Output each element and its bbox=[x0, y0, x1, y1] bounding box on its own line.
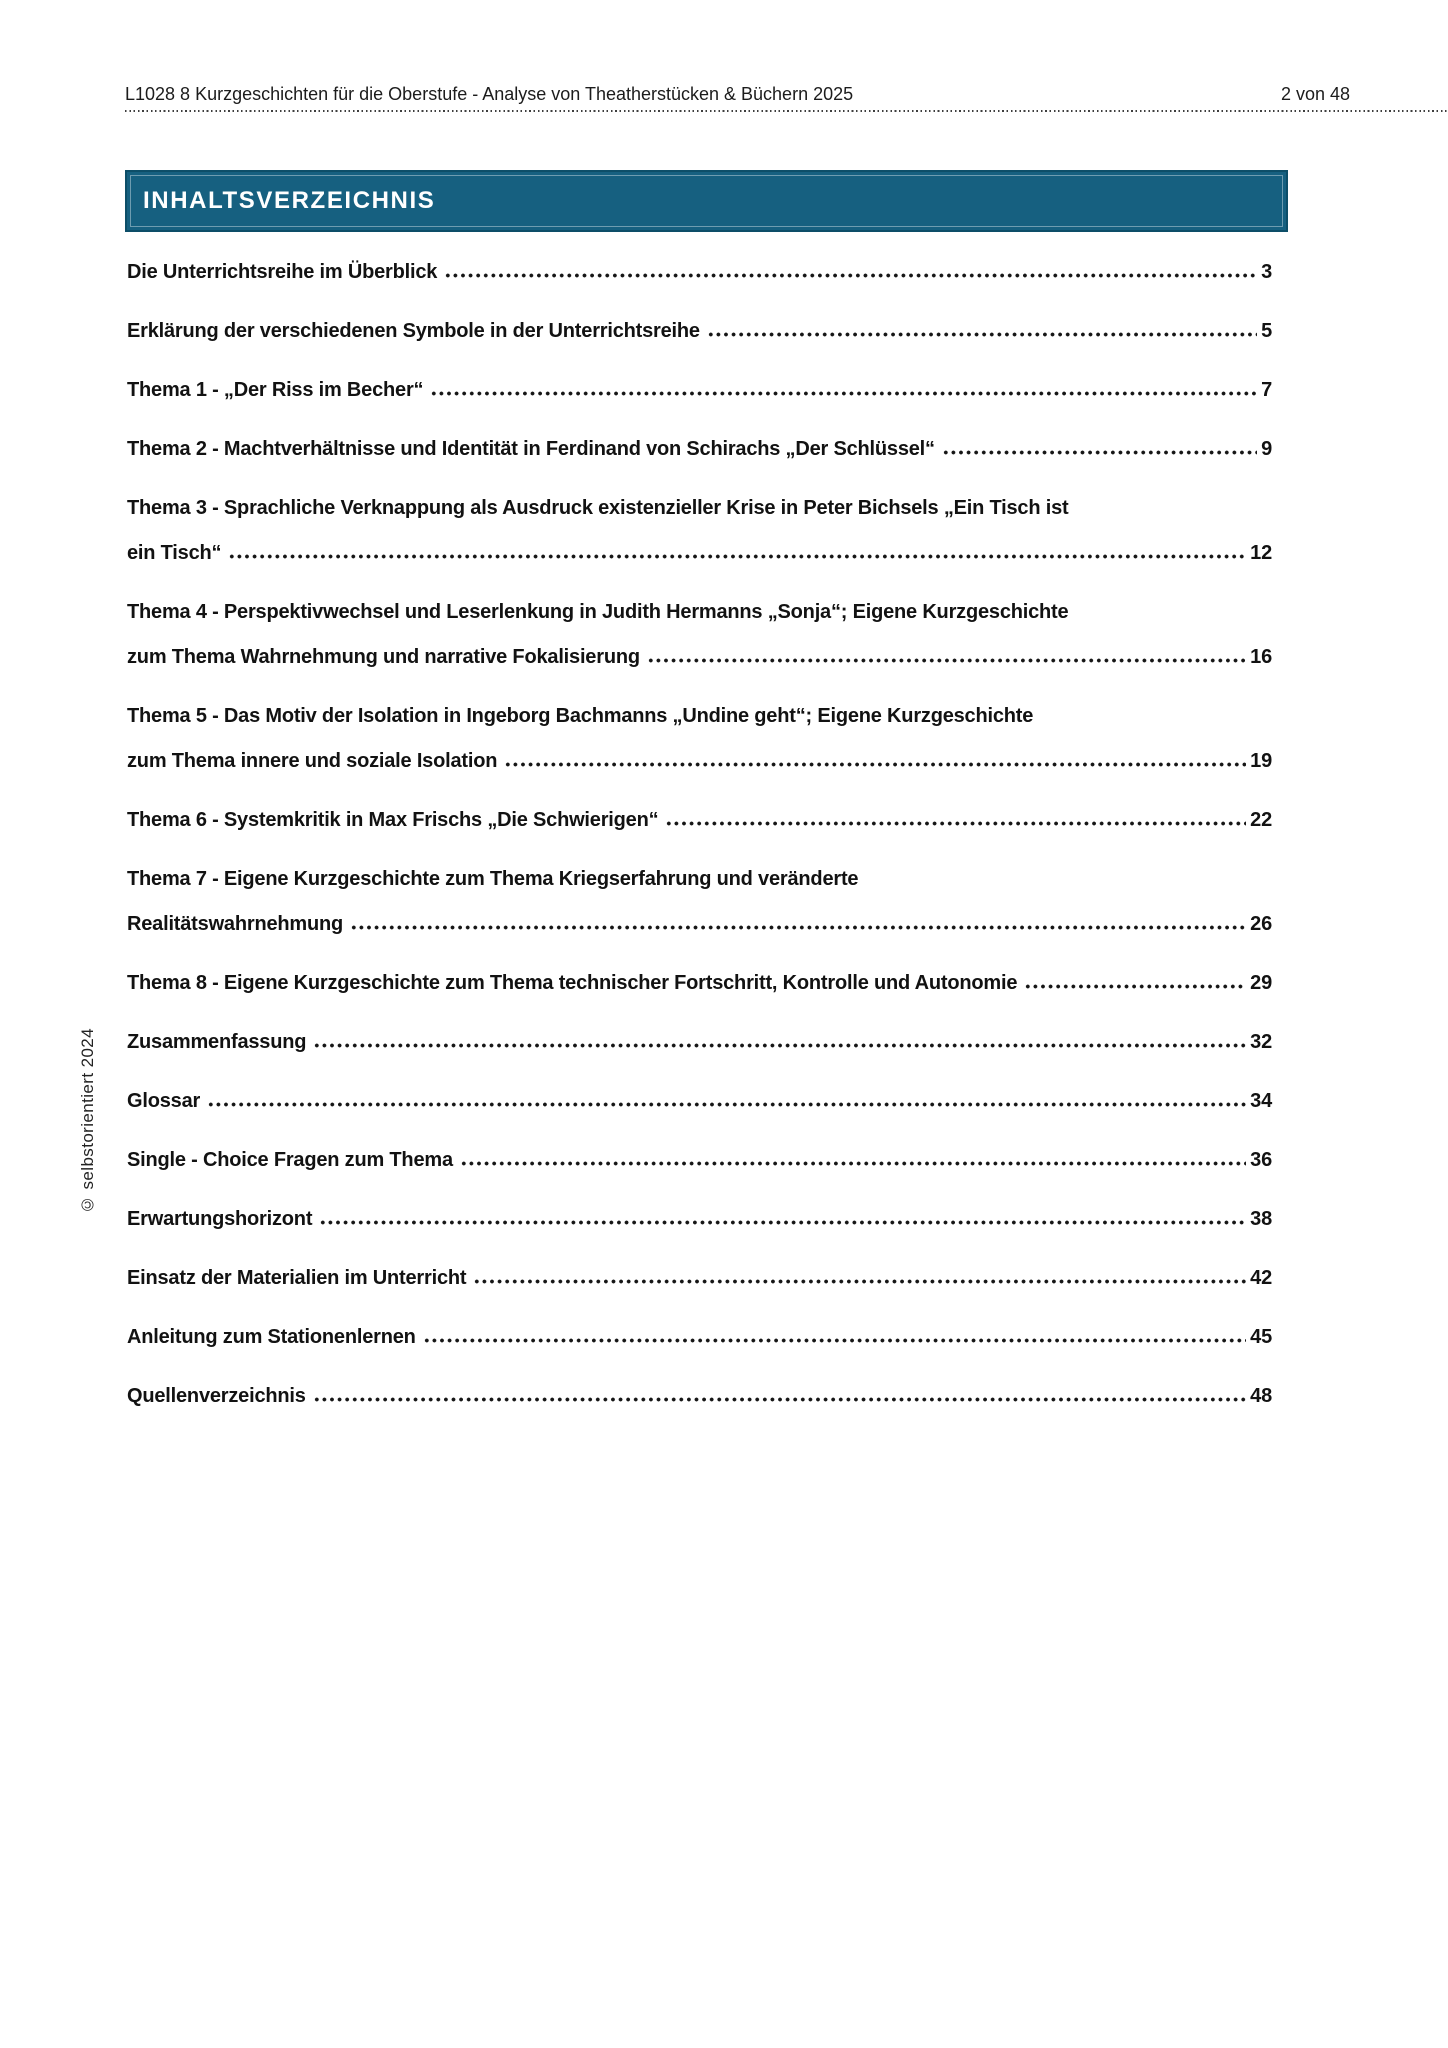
toc-entry[interactable] bbox=[127, 798, 1272, 843]
toc-page-number: 29 bbox=[1250, 972, 1272, 994]
toc-entry-label: Erwartungshorizont bbox=[127, 1208, 313, 1230]
toc-entry-label: Anleitung zum Stationenlernen bbox=[127, 1326, 416, 1348]
toc-title: INHALTSVERZEICHNIS bbox=[143, 187, 436, 214]
toc-entry-label: Thema 1 - „Der Riss im Becher“ bbox=[127, 379, 424, 401]
dot-leader bbox=[460, 1161, 1246, 1166]
toc-entry[interactable] bbox=[127, 1138, 1272, 1183]
toc-entry-line: Thema 4 - Perspektivwechsel und Leserlenkung in Judith Hermanns „Sonja“; Eigene Kurzgeschichte bbox=[127, 601, 1069, 623]
header-divider-dotted-rule bbox=[125, 110, 1448, 113]
toc-entry[interactable] bbox=[127, 1315, 1272, 1360]
toc-entry[interactable] bbox=[127, 694, 1272, 784]
toc-entry[interactable] bbox=[127, 1197, 1272, 1242]
toc-entry[interactable] bbox=[127, 486, 1272, 576]
toc-entry-label: Zusammenfassung bbox=[127, 1031, 307, 1053]
toc-page-number: 36 bbox=[1250, 1149, 1272, 1171]
dot-leader bbox=[473, 1279, 1246, 1284]
toc-entry-label: Quellenverzeichnis bbox=[127, 1385, 306, 1407]
toc-entry[interactable] bbox=[127, 1079, 1272, 1124]
toc-page-number: 3 bbox=[1261, 261, 1272, 283]
toc-entry[interactable] bbox=[127, 427, 1272, 472]
toc-entry-label: ein Tisch“ bbox=[127, 542, 222, 564]
toc-entry[interactable] bbox=[127, 961, 1272, 1006]
toc-entry-label: zum Thema Wahrnehmung und narrative Fokalisierung bbox=[127, 646, 640, 668]
dot-leader bbox=[1024, 984, 1246, 989]
copyright-vertical-label: © selbstorientiert 2024 bbox=[78, 1027, 97, 1214]
toc-page-number: 19 bbox=[1250, 750, 1272, 772]
toc-entry[interactable] bbox=[127, 857, 1272, 947]
dot-leader bbox=[207, 1102, 1246, 1107]
toc-entry-line: Thema 5 - Das Motiv der Isolation in Ingeborg Bachmanns „Undine geht“; Eigene Kurzgeschichte bbox=[127, 705, 1034, 727]
toc-entry[interactable] bbox=[127, 309, 1272, 354]
toc-entry[interactable] bbox=[127, 590, 1272, 680]
dot-leader bbox=[313, 1043, 1246, 1048]
toc-entry-label: Einsatz der Materialien im Unterricht bbox=[127, 1267, 467, 1289]
dot-leader bbox=[423, 1338, 1246, 1343]
toc-page-number: 26 bbox=[1250, 913, 1272, 935]
toc-entry-label: zum Thema innere und soziale Isolation bbox=[127, 750, 498, 772]
toc-page-number: 16 bbox=[1250, 646, 1272, 668]
toc-entry-line: Thema 7 - Eigene Kurzgeschichte zum Thema Kriegserfahrung und veränderte bbox=[127, 868, 859, 890]
toc-entry[interactable] bbox=[127, 250, 1272, 295]
header-page-indicator: 2 von 48 bbox=[1280, 84, 1350, 104]
toc-entry-label: Die Unterrichtsreihe im Überblick bbox=[127, 261, 438, 283]
toc-entry-label: Realitätswahrnehmung bbox=[127, 913, 344, 935]
toc-entry-label: Glossar bbox=[127, 1090, 201, 1112]
header-document-title: L1028 8 Kurzgeschichten für die Oberstufe - Analyse von Theatherstücken & Büchern 2025 bbox=[125, 84, 854, 104]
dot-leader bbox=[707, 332, 1257, 337]
toc-page-number: 45 bbox=[1250, 1326, 1272, 1348]
toc-entry[interactable] bbox=[127, 1256, 1272, 1301]
dot-leader bbox=[942, 450, 1257, 455]
toc-title-bar bbox=[125, 170, 1288, 232]
toc-page-number: 5 bbox=[1261, 320, 1272, 342]
toc-page-number: 48 bbox=[1250, 1385, 1272, 1407]
toc-page-number: 7 bbox=[1261, 379, 1272, 401]
toc-entry[interactable] bbox=[127, 1020, 1272, 1065]
toc-entry[interactable] bbox=[127, 368, 1272, 413]
toc-entry[interactable] bbox=[127, 1374, 1272, 1419]
toc-page-number: 34 bbox=[1250, 1090, 1272, 1112]
toc-page-number: 32 bbox=[1250, 1031, 1272, 1053]
dot-leader bbox=[430, 391, 1257, 396]
dot-leader bbox=[665, 821, 1246, 826]
dot-leader bbox=[319, 1220, 1246, 1225]
dot-leader bbox=[228, 554, 1246, 559]
toc-entry-line: Thema 3 - Sprachliche Verknappung als Ausdruck existenzieller Krise in Peter Bichsels „Ein Tisch ist bbox=[127, 497, 1069, 519]
toc-entry-label: Thema 6 - Systemkritik in Max Frischs „Die Schwierigen“ bbox=[127, 809, 659, 831]
toc-entry-label: Thema 2 - Machtverhältnisse und Identität in Ferdinand von Schirachs „Der Schlüssel“ bbox=[127, 438, 935, 460]
toc-entry-label: Thema 8 - Eigene Kurzgeschichte zum Thema technischer Fortschritt, Kontrolle und Autonomie bbox=[127, 972, 1018, 994]
dot-leader bbox=[504, 762, 1246, 767]
toc-page-number: 9 bbox=[1261, 438, 1272, 460]
toc-entry-label: Erklärung der verschiedenen Symbole in der Unterrichtsreihe bbox=[127, 320, 700, 342]
dot-leader bbox=[444, 273, 1257, 278]
dot-leader bbox=[350, 925, 1246, 930]
toc-page-number: 12 bbox=[1250, 542, 1272, 564]
toc-list bbox=[127, 250, 1272, 1433]
running-header bbox=[125, 84, 1350, 105]
dot-leader bbox=[313, 1397, 1246, 1402]
toc-page-number: 42 bbox=[1250, 1267, 1272, 1289]
dot-leader bbox=[647, 658, 1246, 663]
toc-entry-label: Single - Choice Fragen zum Thema bbox=[127, 1149, 453, 1171]
toc-page-number: 22 bbox=[1250, 809, 1272, 831]
toc-page-number: 38 bbox=[1250, 1208, 1272, 1230]
